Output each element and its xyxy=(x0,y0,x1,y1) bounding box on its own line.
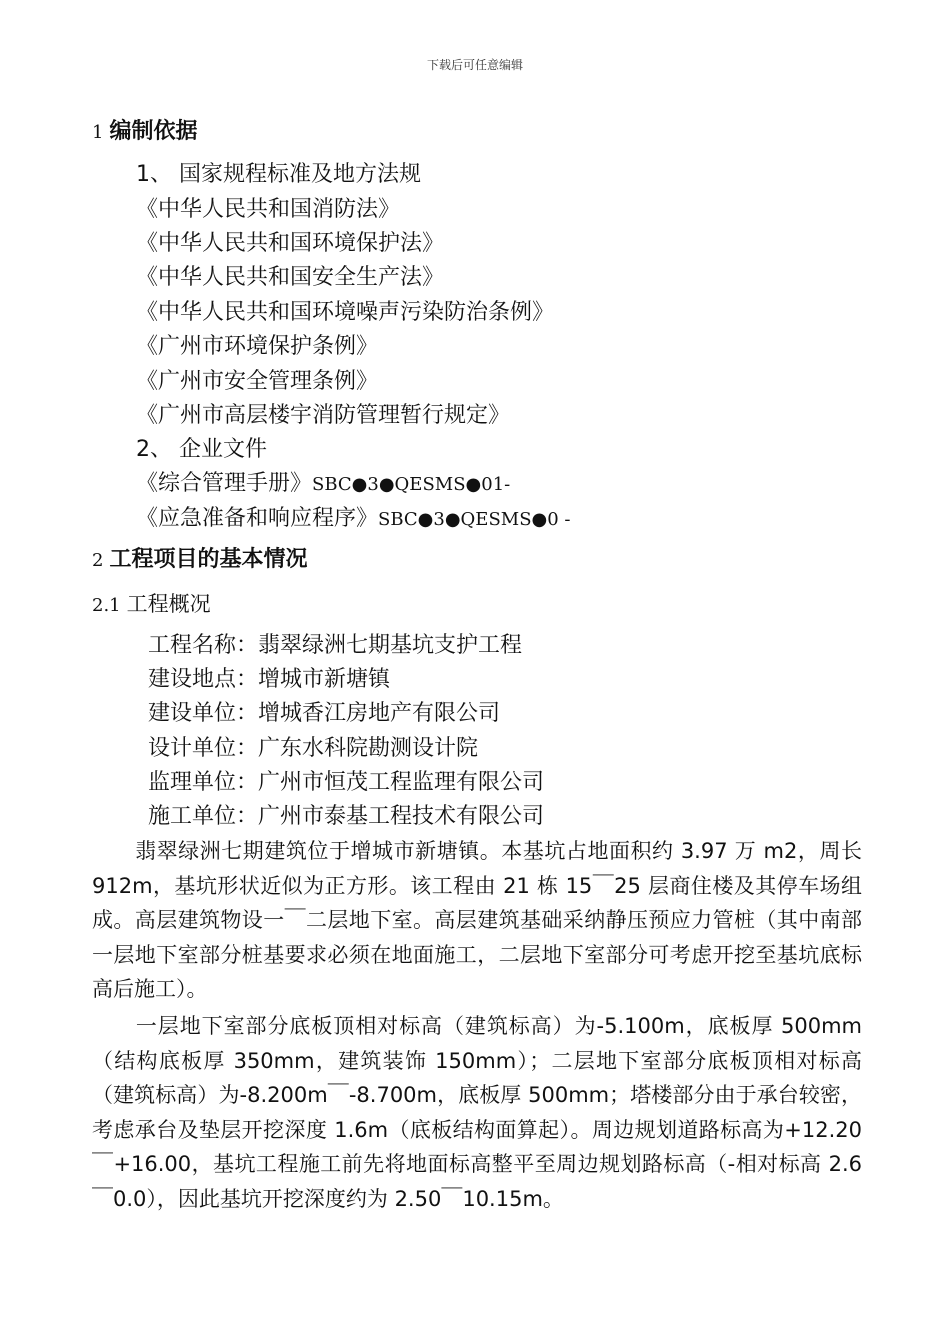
body-paragraph-2 xyxy=(92,1009,862,1216)
law-item: 《广州市高层楼宇消防管理暂行规定》 xyxy=(136,403,511,428)
paragraph-text: 一层地下室部分底板顶相对标高（建筑标高）为-5.100m，底板厚 500mm（结构底板厚 350mm，建筑装饰 150mm）；二层地下室部分底板顶相对标高（建筑标高）为-8.200m￣-8.700m，底板厚 500mm；塔楼部分由于承台较密，考虑承台及垫层开挖深度 1.6m（底板结构面算起）。周边规划道路标高为+12.20￣+16.00，基坑工程施工前先将地面标高整平至周边规划路标高（-相对标高 2.6￣0.0），因此基坑开挖深度约为 2.50￣10.15m。 xyxy=(92,1014,862,1211)
doc-title: 《应急准备和响应程序》 xyxy=(136,506,379,531)
subsection-2-1-heading xyxy=(92,590,211,620)
company-doc-item xyxy=(136,505,571,534)
body-paragraph-1 xyxy=(92,834,862,1007)
law-item: 《中华人民共和国环境噪声污染防治条例》 xyxy=(136,300,555,325)
law-item: 《中华人民共和国环境保护法》 xyxy=(136,231,445,256)
list-item-2: 2、 企业文件 xyxy=(136,437,267,462)
project-info-row: 建设地点：增城市新塘镇 xyxy=(148,667,391,692)
law-item: 《中华人民共和国消防法》 xyxy=(136,197,401,222)
project-info-row: 施工单位：广州市泰基工程技术有限公司 xyxy=(148,804,545,829)
doc-code: SBC●3●QESMS●0 - xyxy=(378,509,571,530)
doc-title: 《综合管理手册》 xyxy=(136,471,313,496)
project-info-row: 工程名称：翡翠绿洲七期基坑支护工程 xyxy=(148,633,523,658)
section-2-number: 2 xyxy=(92,550,104,571)
list-item-1: 1、 国家规程标准及地方法规 xyxy=(136,162,421,187)
page-header: 下载后可任意编辑 xyxy=(426,58,523,72)
section-2-title: 工程项目的基本情况 xyxy=(109,547,308,572)
paragraph-text: 翡翠绿洲七期建筑位于增城市新塘镇。本基坑占地面积约 3.97 万 m2，周长 912m，基坑形状近似为正方形。该工程由 21 栋 15￣25 层商住楼及其停车场组成。高层建筑物设一￣二层地下室。高层建筑基础采纳静压预应力管桩（其中南部一层地下室部分桩基要求必须在地面施工，二层地下室部分可考虑开挖至基坑底标高后施工）。 xyxy=(92,839,862,1001)
law-item: 《广州市环境保护条例》 xyxy=(136,334,379,359)
law-item: 《中华人民共和国安全生产法》 xyxy=(136,265,445,290)
law-item: 《广州市安全管理条例》 xyxy=(136,369,379,394)
doc-code: SBC●3●QESMS●01- xyxy=(312,474,511,495)
section-1-title: 编制依据 xyxy=(109,119,198,144)
section-1-number: 1 xyxy=(92,122,104,143)
project-info-row: 建设单位：增城香江房地产有限公司 xyxy=(148,701,501,726)
project-info-row: 监理单位：广州市恒茂工程监理有限公司 xyxy=(148,770,545,795)
project-info-row: 设计单位：广东水科院勘测设计院 xyxy=(148,736,479,761)
company-doc-item xyxy=(136,470,510,499)
subsection-title: 工程概况 xyxy=(126,592,211,616)
section-2-heading xyxy=(92,546,307,575)
section-1-heading xyxy=(92,118,197,147)
subsection-number: 2.1 xyxy=(92,595,121,616)
